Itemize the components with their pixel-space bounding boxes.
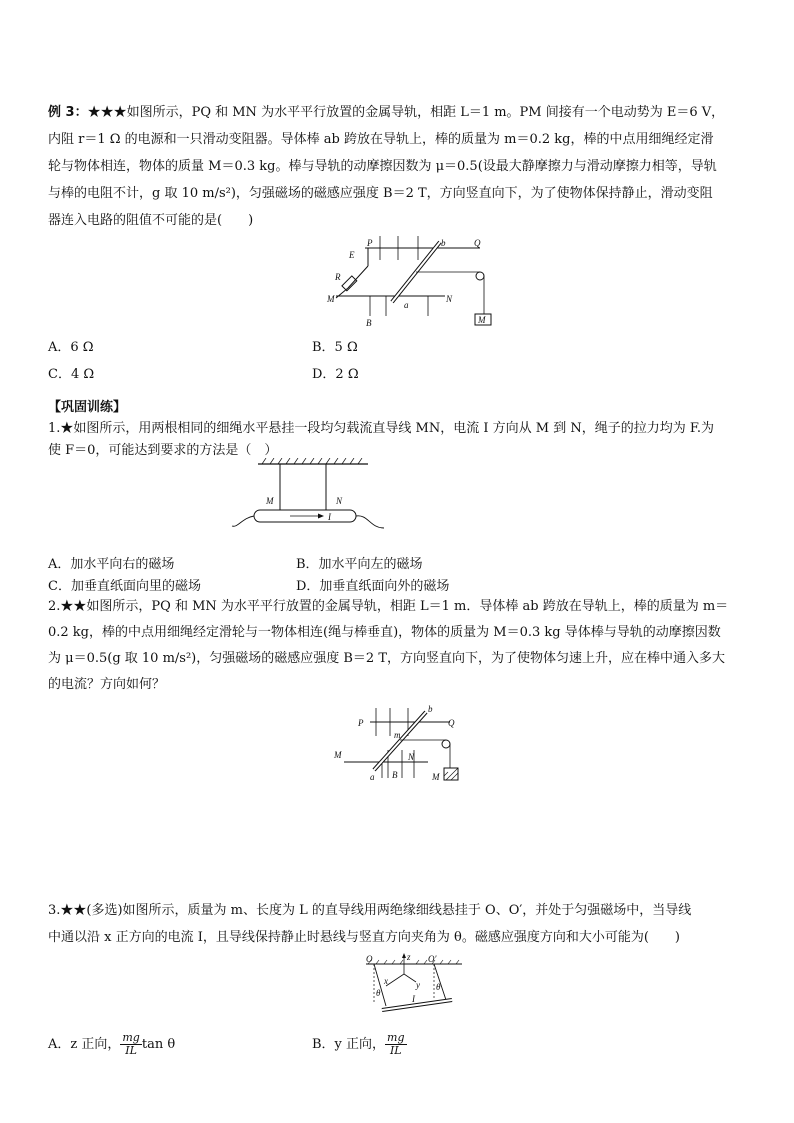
q3-option-b-denominator: IL — [389, 1044, 402, 1057]
label-R: R — [335, 272, 341, 282]
label-Q: Q — [474, 238, 481, 248]
q3-option-a-suffix: tan θ — [141, 1037, 176, 1052]
q2-label-mass-M: M — [432, 772, 440, 782]
example3-line-1 — [48, 104, 724, 122]
q3-option-b-fraction — [385, 1032, 406, 1057]
label-B: B — [366, 318, 372, 328]
q3-label-theta-left: θ — [376, 988, 381, 998]
q1-option-d: D．加垂直纸面向外的磁场 — [296, 579, 450, 594]
q3-label-y: y — [416, 980, 420, 990]
label-mass-M: M — [478, 315, 486, 325]
example3-figure — [320, 236, 500, 330]
q2-line-2: 0.2 kg，棒的中点用细绳经定滑轮与一物体相连(绳与棒垂直)，物体的质量为 M＝0.3 kg 导体棒与导轨的动摩擦因数 — [48, 625, 721, 640]
example3-line-3: 轮与物体相连，物体的质量 M＝0.3 kg。棒与导轨的动摩擦因数为 μ＝0.5(设最大静摩擦力与滑动摩擦力相等，导轨 — [48, 159, 717, 174]
q1-label-N: N — [336, 496, 343, 506]
q3-option-a-prefix: A．z 正向， — [48, 1037, 121, 1052]
q3-figure — [360, 952, 470, 1022]
q3-option-a-numerator: mg — [122, 1031, 140, 1044]
q3-option-b-numerator: mg — [387, 1031, 405, 1044]
q3-label-z: z — [407, 952, 411, 962]
q2-label-a: a — [370, 772, 375, 782]
q1-figure — [228, 458, 388, 540]
q3-line-1: 3.★★(多选)如图所示，质量为 m、长度为 L 的直导线用两绝缘细线悬挂于 O、O′，并处于匀强磁场中，当导线 — [48, 903, 692, 918]
q1-option-b: B．加水平向左的磁场 — [296, 557, 423, 572]
q2-line-3: 为 μ＝0.5(g 取 10 m/s²)，匀强磁场的磁感应强度 B＝2 T，方向竖直向下，为了使物体匀速上升，应在棒中通入多大 — [48, 651, 726, 666]
example3-option-c: C．4 Ω — [48, 367, 95, 382]
q2-line-4: 的电流？方向如何？ — [48, 677, 166, 692]
q2-line-1: 2.★★如图所示，PQ 和 MN 为水平平行放置的金属导轨，相距 L＝1 m．导体棒 ab 跨放在导轨上，棒的质量为 m＝ — [48, 599, 729, 614]
q3-option-a-fraction — [120, 1032, 141, 1057]
q3-line-2: 中通以沿 x 正方向的电流 I，且导线保持静止时悬线与竖直方向夹角为 θ。磁感应强度方向和大小可能为( ) — [48, 930, 680, 945]
q1-option-a: A．加水平向右的磁场 — [48, 557, 175, 572]
label-b: b — [441, 238, 446, 248]
label-a: a — [404, 300, 409, 310]
q1-line-2: 使 F＝0，可能达到要求的方法是（ ） — [48, 443, 278, 458]
q1-line-1: 1.★如图所示，用两根相同的细绳水平悬挂一段均匀载流直导线 MN，电流 I 方向从 M 到 N，绳子的拉力均为 F.为 — [48, 421, 714, 436]
label-M: M — [327, 294, 335, 304]
example3-label: 例 3： — [48, 105, 88, 120]
q2-label-Q: Q — [448, 718, 455, 728]
q3-option-b-prefix: B．y 正向， — [312, 1037, 386, 1052]
q3-label-O-prime: O′ — [428, 954, 437, 964]
q1-label-M: M — [266, 496, 274, 506]
example3-option-b: B．5 Ω — [312, 340, 358, 355]
q3-option-a-denominator: IL — [125, 1044, 137, 1057]
label-N: N — [446, 294, 453, 304]
q3-label-theta-right: θ — [436, 982, 441, 992]
q2-label-P: P — [358, 718, 364, 728]
q3-label-O: O — [366, 954, 373, 964]
example3-line-2: 内阻 r＝1 Ω 的电源和一只滑动变阻器。导体棒 ab 跨放在导轨上，棒的质量为 m＝0.2 kg，棒的中点用细绳经定滑 — [48, 132, 714, 147]
q2-label-m: m — [394, 730, 401, 740]
q2-label-B: B — [392, 770, 398, 780]
q3-option-a — [48, 1032, 175, 1057]
q3-label-I: I — [412, 994, 415, 1004]
section-title: 【巩固训练】 — [48, 400, 127, 415]
q2-label-M: M — [334, 750, 342, 760]
q2-label-b: b — [428, 704, 433, 714]
label-E: E — [349, 250, 355, 260]
q1-option-c: C．加垂直纸面向里的磁场 — [48, 579, 201, 594]
q2-label-N: N — [408, 752, 415, 762]
label-P: P — [367, 238, 373, 248]
example3-option-a: A．6 Ω — [48, 340, 94, 355]
q1-label-I: I — [328, 512, 331, 522]
q3-option-b — [312, 1032, 407, 1057]
example3-option-d: D．2 Ω — [312, 367, 359, 382]
example3-line-5: 器连入电路的阻值不可能的是( ) — [48, 213, 254, 228]
example3-text-1: ★★★如图所示，PQ 和 MN 为水平平行放置的金属导轨，相距 L＝1 m。PM 间接有一个电动势为 E＝6 V， — [87, 105, 725, 120]
example3-line-4: 与棒的电阻不计，g 取 10 m/s²)，匀强磁场的磁感应强度 B＝2 T，方向竖直向下，为了使物体保持静止，滑动变阻 — [48, 186, 713, 201]
q3-label-x: x — [384, 976, 388, 986]
q2-figure — [330, 702, 470, 784]
